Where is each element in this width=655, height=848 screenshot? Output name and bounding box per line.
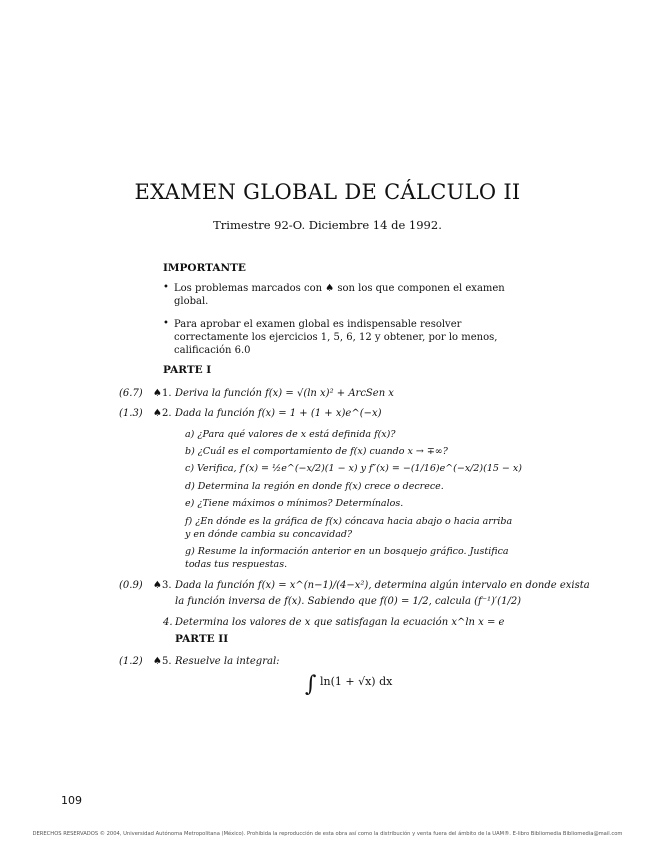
bullet-marker: • xyxy=(163,282,169,293)
importante-bullet-2: Para aprobar el examen global es indispensable resolver correctamente los ejercicios 1, 5, 6, 12 y obtener, por lo menos, calificación 6.0 xyxy=(174,319,498,356)
subitem-g: g) Resume la información anterior en un bosquejo gráfico. Justifica todas tus respuestas. xyxy=(185,546,509,570)
problem-1-text: Deriva la función f(x) = √(ln x)² + ArcSen x xyxy=(175,388,394,399)
page-number: 109 xyxy=(61,794,82,807)
problem-5-points: (1.2) xyxy=(119,656,143,667)
parte-1-heading: PARTE I xyxy=(163,364,212,376)
problem-3-marker: ♠3. xyxy=(153,580,172,591)
problem-3-text-line-1: Dada la función f(x) = x^(n−1)/(4−x²), determina algún intervalo en donde exista xyxy=(175,580,590,591)
importante-bullet-1: Los problemas marcados con ♠ son los que componen el examen global. xyxy=(174,283,505,307)
copyright-footer: DERECHOS RESERVADOS © 2004, Universidad Autónoma Metropolitana (México). Prohibida la reproducción de esta obra así como la distribución y venta fuera del ámbito de la UAM®. E-libro Bibliomedia Bibliomedia@mail.com xyxy=(32,831,623,837)
bullet-marker: • xyxy=(163,318,169,329)
integral-sign-icon: ∫ xyxy=(305,672,317,697)
problem-1-marker: ♠1. xyxy=(153,388,172,399)
exam-subtitle: Trimestre 92-O. Diciembre 14 de 1992. xyxy=(213,218,442,232)
problem-2-points: (1.3) xyxy=(119,408,143,419)
subitem-c: c) Verifica, f′(x) = ½e^(−x/2)(1 − x) y f″(x) = −(1/16)e^(−x/2)(15 − x) xyxy=(185,463,522,474)
problem-3-text-line-2: la función inversa de f(x). Sabiendo que f(0) = 1/2, calcula (f⁻¹)′(1/2) xyxy=(175,596,522,607)
parte-2-heading: PARTE II xyxy=(175,633,229,645)
problem-1-points: (6.7) xyxy=(119,388,143,399)
subitem-e: e) ¿Tiene máximos o mínimos? Determínalos. xyxy=(185,498,404,509)
problem-2-text: Dada la función f(x) = 1 + (1 + x)e^(−x) xyxy=(175,408,382,419)
problem-5-marker: ♠5. xyxy=(153,656,172,667)
integrand: ln(1 + √x) dx xyxy=(319,675,393,688)
subitem-f: f) ¿En dónde es la gráfica de f(x) cóncava hacia abajo o hacia arriba y en dónde cambia su concavidad? xyxy=(185,516,513,540)
problem-4-text: Determina los valores de x que satisfagan la ecuación x^ln x = e xyxy=(175,617,505,628)
problem-3-points: (0.9) xyxy=(119,580,143,591)
integral-expression xyxy=(305,672,392,697)
exam-title: EXAMEN GLOBAL DE CÁLCULO II xyxy=(134,180,521,204)
subitem-b: b) ¿Cuál es el comportamiento de f(x) cuando x → ∓∞? xyxy=(185,446,448,457)
problem-5-text: Resuelve la integral: xyxy=(175,656,280,667)
subitem-a: a) ¿Para qué valores de x está definida f(x)? xyxy=(185,429,396,440)
subitem-d: d) Determina la región en donde f(x) crece o decrece. xyxy=(185,481,444,492)
problem-4-marker: 4. xyxy=(163,617,173,628)
importante-heading: IMPORTANTE xyxy=(163,262,246,274)
problem-2-marker: ♠2. xyxy=(153,408,172,419)
